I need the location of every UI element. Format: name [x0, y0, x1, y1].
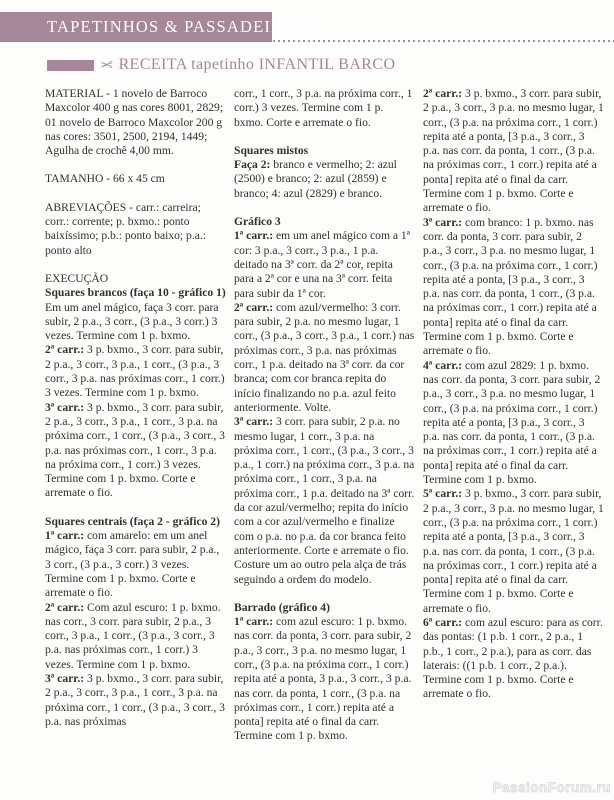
body-paragraph — [234, 158, 415, 201]
paragraph-gap — [45, 158, 226, 172]
text-run: em um anel mágico com a 1ª cor: 3 p.a., 3 corr., 3 p.a., 1 p.a. deitado na 3ª corr. da 2ª cor, repita para a 2ª cor e una na 3ª corr. feita para subir da 1ª cor. — [234, 229, 410, 300]
section-heading — [45, 515, 226, 529]
body-paragraph — [423, 487, 604, 616]
text-run: com azul escuro: 1 p. bxmo. nas corr. da ponta, 3 corr. para subir, 2 p.a., 3 corr., 3 p.a. no mesmo lugar, 1 corr., (3 p.a. na próxima corr., 1 corr.) repita até a ponta, 3 p.a., 3 corr., 3 p.a. nas corr. da ponta, 1 corr., (3 p.a. na próximas corr., 1 corr.) repita até a ponta] repita até o final da carr. Termine com 1 p. bxmo. — [234, 615, 412, 743]
text-run: TAMANHO - 66 x 45 cm — [45, 172, 165, 186]
text-run: branco e vermelho; 2: azul (2500) e branco; 2: azul (2859) e branco; 4: azul (2829) e branco. — [234, 158, 397, 200]
text-run: 3 p. bxmo., 3 corr. para subir, 2 p.a., 3 corr., 3 p.a., 1 corr., 3 p.a. na próxima corr., 1 corr., (3 p.a., 3 corr., 3 p.a. nas próximas — [45, 671, 225, 728]
text-run: Em um anel mágico, faça 3 corr. para subir, 2 p.a., 3 corr., (3 p.a., 3 corr.) 3 vezes. Termine com 1 p. bxmo. — [45, 300, 219, 343]
text-run: 3 p. bxmo., 3 corr. para subir, 2 p.a., 3 corr., 3 p.a., 1 corr., (3 p.a., 3 corr., 3 p.a. nas próximas corr., 1 corr.) 3 vezes. Termine com 1 p. bxmo. — [45, 343, 225, 400]
section-heading — [45, 286, 226, 300]
recipe-title-row — [47, 55, 395, 75]
body-paragraph — [423, 87, 604, 216]
text-run: com amarelo: em um anel mágico, faça 3 corr. para subir, 2 p.a., 3 corr., (3 p.a., 3 corr.) 3 vezes. Termine com 1 p. bxmo. Corte e arremate o fio. — [45, 529, 220, 600]
bold-run: 1ª carr.: — [45, 529, 87, 543]
paragraph-gap — [234, 201, 415, 215]
bold-run: 3ª carr.: — [234, 415, 276, 429]
body-paragraph — [423, 359, 604, 488]
bold-run: Barrado (gráfico 4) — [234, 600, 330, 614]
text-run: ABREVIAÇÕES - carr.: carreira; corr.: corrente; p. bxmo.: ponto baixíssimo; p.b.: ponto baixo; p.a.: ponto alto — [45, 200, 207, 257]
paragraph-gap — [45, 501, 226, 515]
text-column-1 — [45, 87, 226, 729]
text-column-3 — [423, 87, 604, 702]
text-run: 3 corr. para subir, 2 p.a. no mesmo lugar, 1 corr., 3 p.a. na próxima corr., 1 corr., (3 p.a., 3 corr., 3 p.a., 1 corr.) na próxima corr., 3 p.a. na próxima corr., 1 corr., 3 p.a. na próxima corr., 1 p.a. deitado na 3ª corr. da cor azul/vermelho; repita do início com a cor azul/vermelho e finalize com o p.a. no p.a. da cor branca feito anteriormente. Corte e arremate o fio. Costure um ao outro pela alça de trás seguindo a ordem do modelo. — [234, 415, 415, 586]
paragraph-gap — [234, 587, 415, 601]
dotted-divider — [273, 40, 614, 42]
body-paragraph — [45, 87, 226, 158]
bold-run: 4ª carr.: — [423, 358, 465, 372]
bold-run: 1ª carr.: — [234, 615, 276, 629]
body-paragraph — [45, 301, 226, 344]
scissors-icon: ✂ — [100, 55, 113, 74]
body-paragraph — [45, 529, 226, 600]
text-run: com branco: 1 p. bxmo. nas corr. da ponta, 3 corr. para subir, 2 p.a., 3 corr., 3 p.a. no mesmo lugar, 1 corr., (3 p.a. na próxima corr., 1 corr.) repita até a ponta, [3 p.a., 3 corr., 3 p.a. nas corr. da ponta, 1 corr., (3 p.a. na próximas corr., 1 corr.) repita até a ponta] repita até o final da carr. Termine com 1 p. bxmo. Corte e arremate o fio. — [423, 215, 598, 358]
body-paragraph — [45, 272, 226, 286]
body-paragraph — [423, 616, 604, 702]
body-paragraph — [234, 415, 415, 587]
bold-run: Squares brancos (faça 10 - gráfico 1) — [45, 286, 226, 300]
body-paragraph — [45, 672, 226, 729]
bold-run: Squares centrais (faça 2 - gráfico 2) — [45, 514, 220, 528]
text-run: 3 p. bxmo., 3 corr. para subir, 2 p.a., 3 corr., 3 p.a. no mesmo lugar, 1 corr., (3 p.a. na próxima corr., 1 corr.) repita até a ponta, [3 p.a., 3 corr., 3 p.a. nas corr. da ponta, 1 corr., (3 p.a. na próximas corr., 1 corr.) repita até a ponta] repita até o final da carr. Termine com 1 p. bxmo. Corte e arremate o fio. — [423, 87, 604, 215]
body-paragraph — [45, 201, 226, 258]
section-heading — [234, 215, 415, 229]
body-paragraph — [45, 172, 226, 186]
paragraph-gap — [45, 258, 226, 272]
body-paragraph — [234, 87, 415, 130]
text-run: EXECUÇÃO — [45, 271, 109, 285]
body-paragraph — [45, 601, 226, 672]
section-heading — [234, 144, 415, 158]
bold-run: Faça 2: — [234, 158, 274, 172]
article-body — [45, 87, 608, 744]
text-run: com azul 2829: 1 p. bxmo. nas corr. da ponta, 3 corr. para subir, 2 p.a., 3 corr., 3 p.a. no mesmo lugar, 1 corr., (3 p.a. na próxima corr., 1 corr.) repita até a ponta, [3 p.a., 3 corr., 3 p.a. nas corr. da ponta, 1 corr., (3 p.a. na próximas corr., 1 corr.) repita até a ponta] repita até o final da carr. Termine com 1 p. bxmo. — [423, 358, 601, 487]
recipe-title: RECEITA tapetinho INFANTIL BARCO — [118, 56, 396, 73]
bold-run: 3ª carr.: — [423, 215, 465, 229]
bold-run: 2ª carr.: — [234, 300, 276, 314]
text-column-2 — [234, 87, 415, 744]
body-paragraph — [234, 615, 415, 744]
text-run: com azul/vermelho: 3 corr. para subir, 2 p.a. no mesmo lugar, 1 corr., (3 p.a., 3 corr., 3 p.a., 1 corr.) nas próximas corr., 3 p.a. nas próximas corr., 1 p.a. deitado na 3ª corr. da cor branca; com cor branca repita do início finalizando no p.a. azul feito anteriormente. Volte. — [234, 300, 415, 414]
body-paragraph — [234, 229, 415, 300]
body-paragraph — [234, 301, 415, 415]
bold-run: Squares mistos — [234, 143, 309, 157]
bold-run: 1ª carr.: — [234, 229, 276, 243]
paragraph-gap — [45, 187, 226, 201]
body-paragraph — [45, 343, 226, 400]
body-paragraph — [423, 216, 604, 359]
bold-run: Gráfico 3 — [234, 215, 281, 229]
bold-run: 2ª carr.: — [45, 600, 87, 614]
bold-run: 3ª carr.: — [45, 671, 87, 685]
text-run: com azul escuro: para as corr. das pontas: (1 p.b. 1 corr., 2 p.a., 1 p.b., 1 corr., 2 p.a.), para as corr. das laterais: ((1 p.b. 1 corr., 2 p.a.). Termine com 1 p. bxmo. Corte e arremate o fio. — [423, 615, 603, 701]
paragraph-gap — [234, 130, 415, 144]
accent-rectangle — [47, 60, 94, 71]
bold-run: 2ª carr.: — [423, 87, 465, 100]
bold-run: 6ª carr.: — [423, 615, 465, 629]
bold-run: 5ª carr.: — [423, 487, 465, 501]
text-run: MATERIAL - 1 novelo de Barroco Maxcolor 400 g nas cores 8001, 2829; 01 novelo de Barroco Maxcolor 200 g nas cores: 3501, 2500, 2194, 1449; Agulha de crochê 4,00 mm. — [45, 87, 224, 158]
bold-run: 2ª carr.: — [45, 343, 87, 357]
watermark: PassionForum.ru — [492, 780, 611, 795]
body-paragraph — [45, 401, 226, 501]
bold-run: 3ª carr.: — [45, 400, 87, 414]
section-heading — [234, 601, 415, 615]
section-header-bar — [0, 12, 307, 42]
text-run: Com azul escuro: 1 p. bxmo. nas corr., 3 corr. para subir, 2 p.a., 3 corr., 3 p.a., 1 corr., (3 p.a., 3 corr., 3 p.a. nas próximas corr., 1 corr.) 3 vezes. Termine com 1 p. bxmo. — [45, 600, 221, 671]
text-run: 3 p. bxmo., 3 corr. para subir, 2 p.a., 3 corr., 3 p.a. no mesmo lugar, 1 corr., (3 p.a. na próxima corr., 1 corr.) repita até a ponta, [3 p.a., 3 corr., 3 p.a. nas corr. da ponta, 1 corr., (3 p.a. na próximas corr., 1 corr.) repita até a ponta] repita até o final da carr. Termine com 1 p. bxmo. Corte e arremate o fio. — [423, 487, 604, 615]
section-title: TAPETINHOS & PASSADEIRAS — [47, 17, 307, 36]
text-run: corr., 1 corr., 3 p.a. na próxima corr., 1 corr.) 3 vezes. Termine com 1 p. bxmo. Corte e arremate o fio. — [234, 87, 413, 129]
text-run: 3 p. bxmo., 3 corr. para subir, 2 p.a., 3 corr., 3 p.a., 1 corr., 3 p.a. na próxima corr., 1 corr., (3 p.a., 3 corr., 3 p.a. nas próximas corr., 1 corr., 3 p.a. na próxima corr., 1 corr.) 3 vezes. Termine com 1 p. bxmo. Corte e arremate o fio. — [45, 400, 225, 500]
